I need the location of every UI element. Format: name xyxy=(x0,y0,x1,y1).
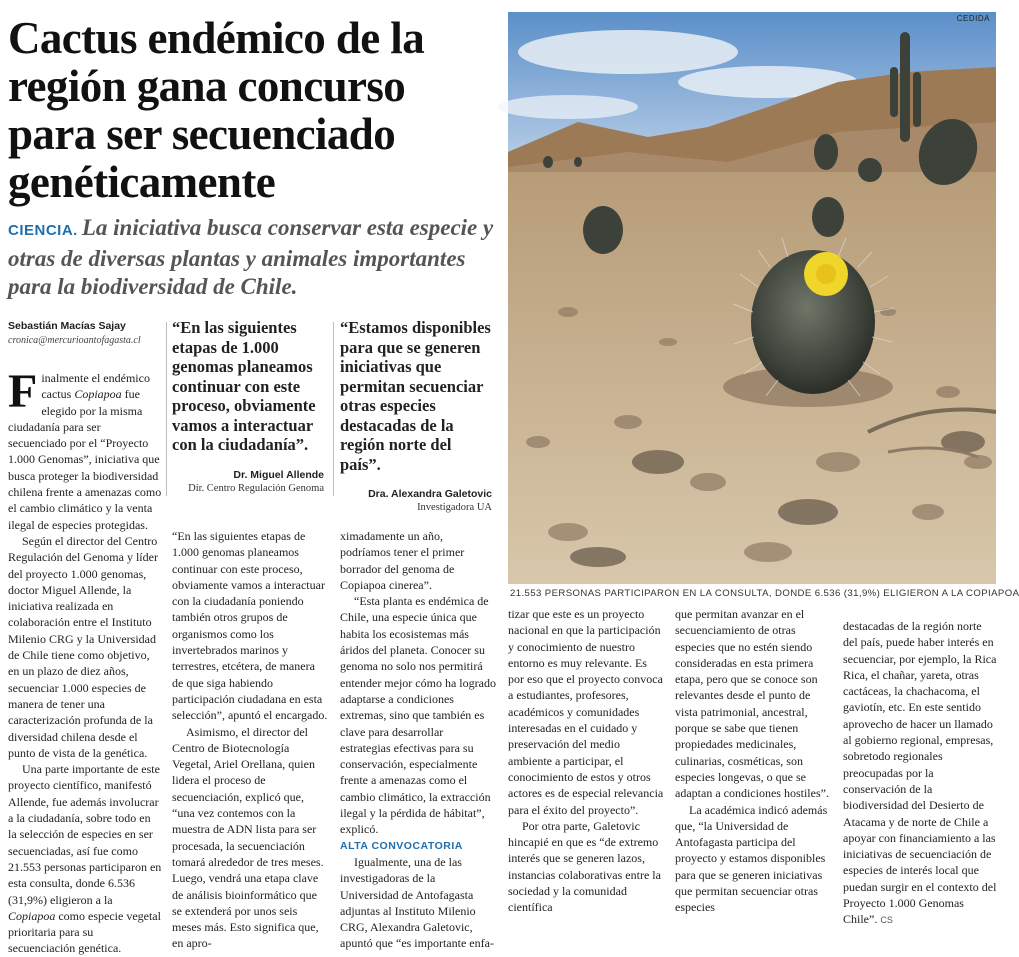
pull-quote-role: Investigadora UA xyxy=(417,502,492,513)
body-paragraph: tizar que este es un proyecto nacional en que la participación y conocimiento de nuestro entorno es muy relevante. Es por eso que el proyecto convoca a estudiantes, profesores, académicos y comunidades interesadas en el cuidado y preservación del medio ambiente a participar, el conocimiento de estos y otros actores es de especial relevancia para el éxito del proyecto”. xyxy=(508,607,664,817)
end-mark: CS xyxy=(880,915,893,926)
pull-quote-galetovic xyxy=(340,318,492,513)
body-paragraph: Una parte importante de este proyecto científico, manifestó Allende, fue además involucrar a la ciudadanía, sobre todo en la selección de especies en ser secuenciadas, así fue como 21.553 personas participaron en esta consulta, donde 6.536 (31,9%) eligieron a la Copiapoa como especie vegetal prioritaria para su secuenciación genética. xyxy=(8,762,162,956)
photo-credit: CEDIDA xyxy=(956,14,990,23)
pull-quote-text: “Estamos disponibles para que se generen iniciativas que permitan secuenciar otras especies destacadas de la región norte del país”. xyxy=(340,318,491,474)
quote-divider xyxy=(166,322,167,496)
body-paragraph: Finalmente el endémico cactus Copiapoa fue elegido por la misma ciudadanía para ser secuenciado por el “Proyecto 1.000 Genomas”, iniciativa que busca proteger la biodiversidad chilena frente a amenazas como el cambio climático y la venta ilegal de especies protegidas. xyxy=(8,365,162,532)
deck-text: La iniciativa busca conservar esta especie y otras de diversas plantas y animales importantes para la biodiversidad de Chile. xyxy=(8,215,494,299)
body-paragraph: Por otra parte, Galetovic hincapié en que es “de extremo interés que se generen lazos, instancias colaborativas entre la sociedad y la comunidad científica xyxy=(508,818,661,915)
body-paragraph: “En las siguientes etapas de 1.000 genomas planeamos continuar con este proceso, obviamente vamos a interactuar con la ciudadanía poniendo también otros grupos de organismos como los invertebrados marinos y terrestres, etcétera, de manera de que siga habiendo participación ciudadana en esta selección”, apuntó el encargado. xyxy=(172,529,328,723)
body-paragraph: que permitan avanzar en el secuenciamiento de otras especies que no estén siendo consideradas en esta primera etapa, pero que se conoce son relevantes desde el punto de vista patrimonial, ancestral, porque se sabe que tienen propiedades medicinales, culinarias, cosméticas, son especies longevas, o que se adaptan a condiciones hostiles”. xyxy=(675,607,829,801)
cactus-photo xyxy=(508,12,996,584)
section-label: CIENCIA. xyxy=(8,222,78,239)
pull-quote-role: Dir. Centro Regulación Genoma xyxy=(188,482,324,494)
body-paragraph: ximadamente un año, podríamos tener el primer borrador del genoma de Copiapoa cinerea”. xyxy=(340,529,465,592)
byline xyxy=(8,320,168,346)
pull-quote-name: Dr. Miguel Allende xyxy=(233,468,324,481)
subhead: ALTA CONVOCATORIA xyxy=(340,839,463,852)
body-column-1 xyxy=(8,365,162,957)
body-paragraph: Asimismo, el director del Centro de Biotecnología Vegetal, Ariel Orellana, quien lidera el proceso de secuenciación, explicó que, “una vez contemos con la muestra de ADN lista para ser procesada, la secuenciación tomará alrededor de tres meses. Luego, vendrá una etapa clave de análisis bioinformático que se extenderá por unos seis meses más. Esto significa que, en apro- xyxy=(172,724,324,951)
body-paragraph: destacadas de la región norte del país, puede haber interés en secuenciar, por ejemplo, la Rica Rica, el chañar, yareta, otras cactáceas, la chachacoma, el gaviotín, etc. En este sentido aprovecho de hacer un llamado al gobierno regional, empresas, sobretodo regionales preocupadas por la conservación de la biodiversidad del Desierto de Atacama y de norte de Chile a apoyar con financiamiento a las iniciativas de secuenciación de especies de interés local que puedan surgir en el contexto del Proyecto 1.000 Genomas Chile”. CS xyxy=(843,619,997,927)
pull-quote-allende xyxy=(172,318,324,494)
deck xyxy=(8,214,500,301)
body-paragraph: Igualmente, una de las investigadoras de la Universidad de Antofagasta adjuntas al Instituto Milenio CRG, Alexandra Galetovic, apuntó que “es importante enfa- xyxy=(340,854,494,951)
body-column-2 xyxy=(172,528,328,952)
body-column-5 xyxy=(675,606,831,916)
pull-quote-text: “En las siguientes etapas de 1.000 genomas planeamos continuar con este proceso, obviamente vamos a interactuar con la ciudadanía”. xyxy=(172,318,316,454)
body-paragraph: “Esta planta es endémica de Chile, una especie única que habita los ecosistemas más áridos del planeta. Conocer su genoma no solo nos permitirá entender mejor cómo ha logrado adaptarse a condiciones extremas, sino que también es clave para desarrollar estrategias efectivas para su conservación, especialmente frente a amenazas como el cambio climático, la extracción ilegal y la pérdida de hábitat”, explicó. xyxy=(340,594,496,837)
desert-cactus-illustration xyxy=(508,12,996,584)
body-column-6 xyxy=(843,618,997,929)
photo-caption: 21.553 PERSONAS PARTICIPARON EN LA CONSULTA, DONDE 6.536 (31,9%) ELIGIERON A LA COPIAPOA xyxy=(510,588,1019,599)
body-column-3 xyxy=(340,528,496,952)
quote-divider xyxy=(333,322,334,496)
author-name: Sebastián Macías Sajay xyxy=(8,320,126,332)
pull-quote-name: Dra. Alexandra Galetovic xyxy=(368,488,492,500)
drop-cap: F xyxy=(8,365,38,418)
author-email: cronica@mercurioantofagasta.cl xyxy=(8,335,141,346)
body-paragraph: Según el director del Centro Regulación del Genoma y líder del proyecto 1.000 genomas, doctor Miguel Allende, la iniciativa realizada en colaboración entre el Instituto Milenio CRG y la Universidad de Chile tiene como objetivo, en un plazo de diez años, secuenciar 1.000 especies de manera de tener una caracterización profunda de la diversidad chilena desde el punto de vista de la genética. xyxy=(8,533,158,760)
body-column-4 xyxy=(508,606,664,916)
body-paragraph: La académica indicó además que, “la Universidad de Antofagasta participa del proyecto y estamos disponibles para que se generen iniciativas que permitan secuenciar otras especies xyxy=(675,802,828,915)
headline: Cactus endémico de la región gana concurso para ser secuenciado genéticamente xyxy=(8,13,425,207)
